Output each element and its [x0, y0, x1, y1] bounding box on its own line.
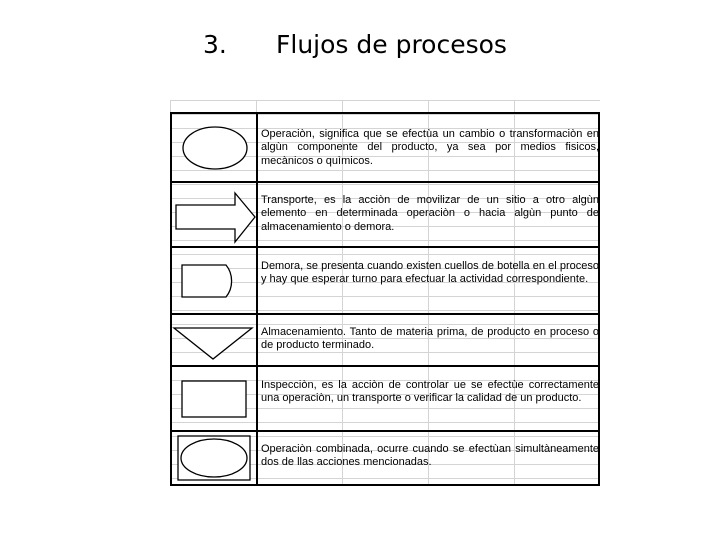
table-row-transporte: [172, 183, 598, 248]
description-text: Operaciòn, significa que se efectùa un cambio o transformaciòn en algùn componente del producto, ya sea por medios fisicos, mecànicos o quìmicos.: [261, 128, 599, 167]
table-row-operacion: [172, 114, 598, 183]
description-text: Almacenamiento. Tanto de materia prima, de producto en proceso o de producto terminado.: [261, 326, 599, 352]
symbol-cell: [172, 183, 258, 246]
description-text: Demora, se presenta cuando existen cuellos de botella en el proceso y hay que esperar turno para efectuar la actividad correspondiente.: [261, 260, 599, 286]
symbol-cell: [172, 114, 258, 181]
slide-title: [0, 30, 720, 66]
description-text: Operaciòn combinada, ocurre cuando se efectùan simultàneamente dos de llas acciones mencionadas.: [261, 443, 599, 469]
symbol-cell: [172, 248, 258, 313]
symbol-cell: [172, 432, 258, 484]
table-row-almacenamiento: [172, 315, 598, 367]
operation-circle-icon: [172, 114, 258, 181]
transport-arrow-icon: [172, 183, 258, 246]
description-text: Inspecciòn, es la acciòn de controlar ue se efectùe correctamente una operaciòn, un transporte o verificar la calidad de un producto.: [261, 379, 599, 405]
storage-triangle-icon: [172, 315, 258, 365]
symbol-cell: [172, 367, 258, 430]
inspection-square-icon: [172, 367, 258, 430]
description-text: Transporte, es la acciòn de movilizar de un sitio a otro algùn elemento en determinada operaciòn o hacia algùn punto de almacenamiento o demora.: [261, 194, 599, 233]
delay-d-shape-icon: [172, 248, 258, 313]
table-row-inspeccion: [172, 367, 598, 432]
section-title: Flujos de procesos: [276, 30, 507, 59]
table-row-operacion-combinada: [172, 432, 598, 484]
process-symbols-table: [170, 112, 600, 486]
combined-operation-icon: [172, 432, 258, 484]
symbol-cell: [172, 315, 258, 365]
table-row-demora: [172, 248, 598, 315]
section-number: 3.: [203, 30, 227, 59]
